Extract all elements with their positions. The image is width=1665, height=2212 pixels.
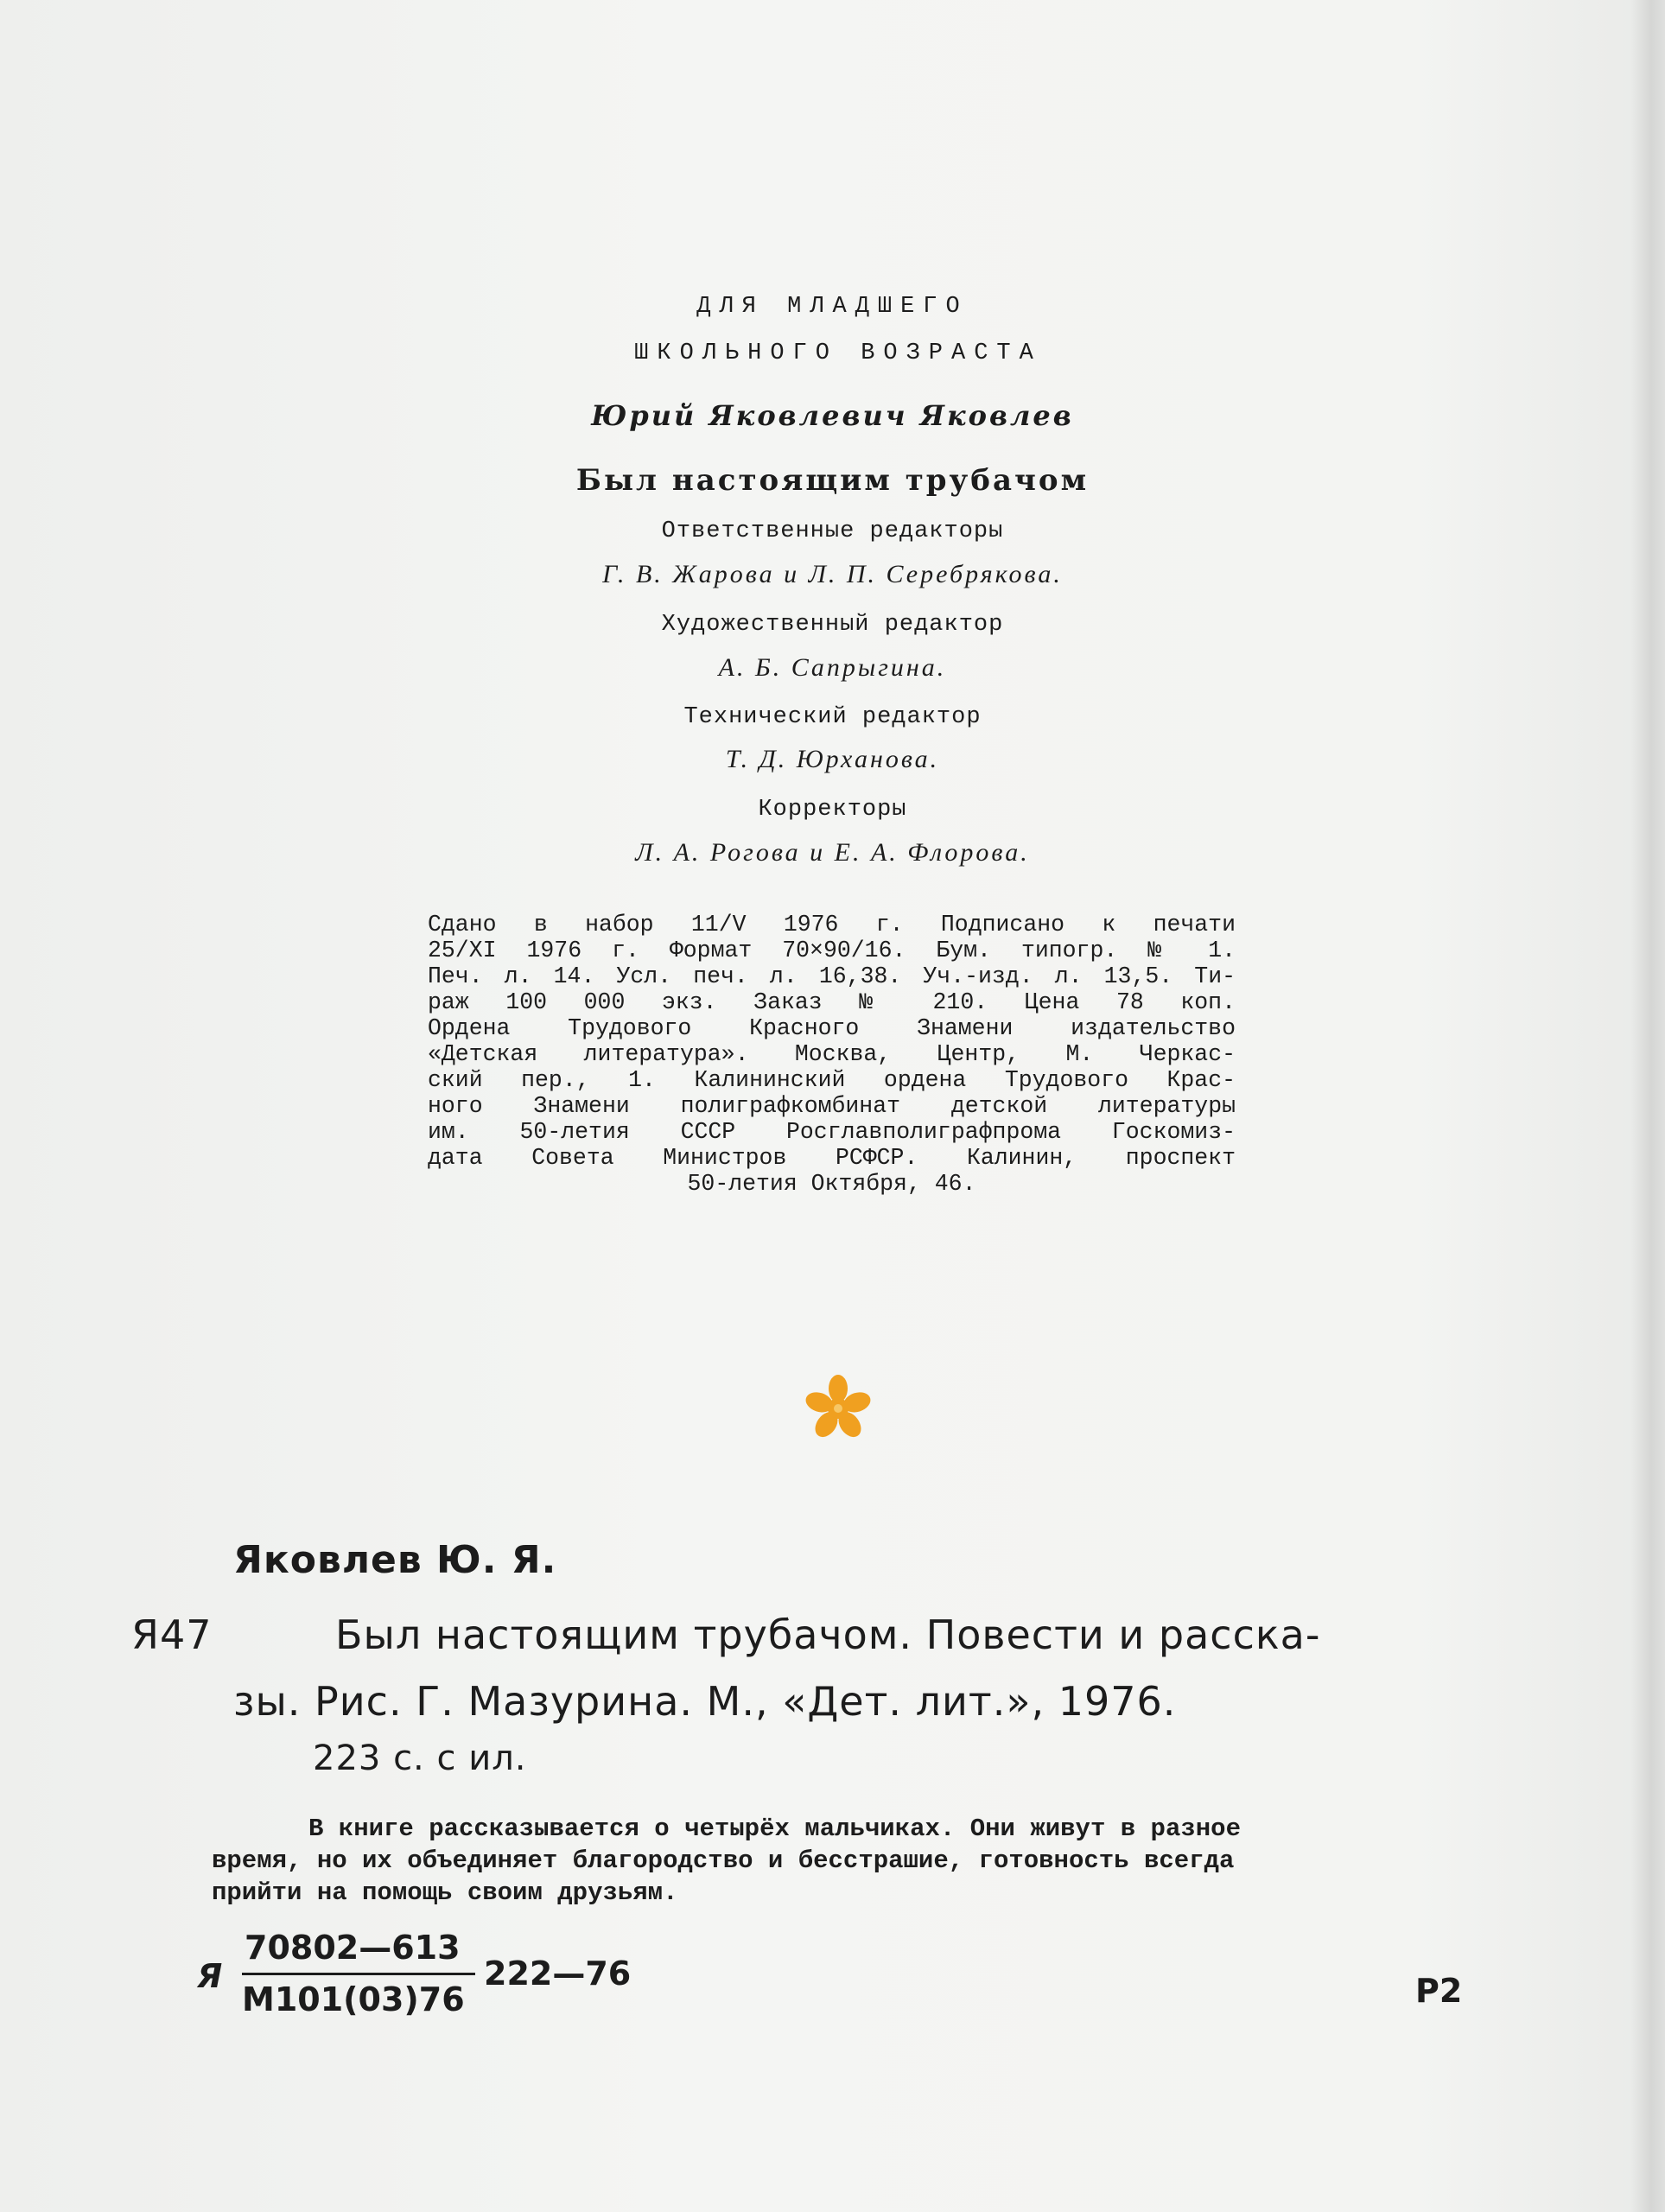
index-numerator: 70802—613 xyxy=(245,1929,461,1967)
editors-role: Ответственные редакторы xyxy=(661,518,1004,544)
imprint-block xyxy=(428,912,1236,1197)
index-denominator: М101(03)76 xyxy=(242,1980,465,2018)
catalog-code: Я47 xyxy=(131,1611,213,1658)
index-suffix: 222—76 xyxy=(484,1955,632,1993)
imprint-line: дата Совета Министров РСФСР. Калинин, проспект xyxy=(428,1145,1236,1171)
book-title: Был настоящим трубачом xyxy=(575,463,1090,498)
fraction-bar xyxy=(242,1973,475,1975)
catalog-author: Яковлев Ю. Я. xyxy=(233,1538,557,1582)
page-edge-shadow xyxy=(1630,0,1665,2212)
art-editor-name: А. Б. Сапрыгина. xyxy=(718,653,947,682)
series-line-1: ДЛЯ МЛАДШЕГО xyxy=(696,294,969,320)
imprint-line: ного Знамени полиграфкомбинат детской литературы xyxy=(428,1093,1236,1119)
classification-code: Р2 xyxy=(1415,1972,1463,2010)
annotation-line-1: В книге рассказывается о четырёх мальчиках. Они живут в разное xyxy=(308,1815,1241,1843)
proofreaders-role: Корректоры xyxy=(758,797,907,823)
imprint-line: Печ. л. 14. Усл. печ. л. 16,38. Уч.-изд. л. 13,5. Ти- xyxy=(428,963,1236,989)
imprint-line: ский пер., 1. Калининский ордена Трудового Крас- xyxy=(428,1067,1236,1093)
tech-editor-role: Технический редактор xyxy=(683,704,982,730)
art-editor-role: Художественный редактор xyxy=(661,612,1004,638)
annotation-line-2: время, но их объединяет благородство и бесстрашие, готовность всегда xyxy=(212,1847,1235,1875)
annotation-line-3: прийти на помощь своим друзьям. xyxy=(212,1878,678,1907)
imprint-line: раж 100 000 экз. Заказ № 210. Цена 78 коп. xyxy=(428,989,1236,1015)
imprint-line: 50-летия Октября, 46. xyxy=(687,1171,976,1197)
proofreaders-names: Л. А. Рогова и Е. А. Флорова. xyxy=(635,838,1030,867)
imprint-line: им. 50-летия СССР Росглавполиграфпрома Госкомиз- xyxy=(428,1119,1236,1145)
catalog-entry-line-2: зы. Рис. Г. Мазурина. М., «Дет. лит.», 1976. xyxy=(233,1678,1177,1725)
series-line-2: ШКОЛЬНОГО ВОЗРАСТА xyxy=(634,340,1042,366)
catalog-pages: 223 с. с ил. xyxy=(313,1738,527,1778)
imprint-line: 25/XI 1976 г. Формат 70×90/16. Бум. типогр. № 1. xyxy=(428,938,1236,963)
catalog-entry-line-1: Был настоящим трубачом. Повести и расска- xyxy=(335,1611,1321,1658)
author-full-name: Юрий Яковлевич Яковлев xyxy=(591,399,1074,432)
imprint-line: Ордена Трудового Красного Знамени издательство xyxy=(428,1015,1236,1041)
asterisk-flower-icon xyxy=(799,1370,877,1447)
editors-names: Г. В. Жарова и Л. П. Серебрякова. xyxy=(602,560,1063,588)
imprint-line: «Детская литература». Москва, Центр, М. Черкас- xyxy=(428,1041,1236,1067)
index-prefix: Я xyxy=(197,1957,223,1995)
imprint-line: Сдано в набор 11/V 1976 г. Подписано к печати xyxy=(428,912,1236,938)
tech-editor-name: Т. Д. Юрханова. xyxy=(725,745,940,773)
